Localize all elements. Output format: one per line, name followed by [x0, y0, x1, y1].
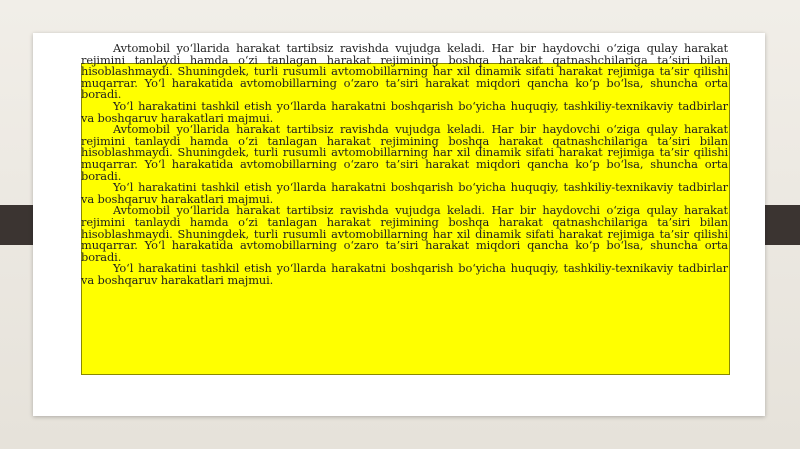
paragraph-1: Avtomobil yo‘llarida harakat tartibsiz ravishda vujudga keladi. Har bir haydovchi o‘ziga qulay harakat rejimini tanlaydi hamda o‘zi tanlagan harakat rejimining boshqa harakat qatnashchilariga ta’siri bilan hisoblashmaydi. Shuningdek, turli rusumli avtomobillarning har xil dinamik sifati harakat rejimiga ta’sir qilishi muqarrar. Yo‘l harakatida avtomobillarning o‘zaro ta’siri harakat miqdori qancha ko‘p bo‘lsa, shuncha orta boradi.	[81, 41, 728, 102]
paragraph-3: Avtomobil yo‘llarida harakat tartibsiz ravishda vujudga keladi. Har bir haydovchi o‘ziga qulay harakat rejimini tanlaydi hamda o‘zi tanlagan harakat rejimining boshqa harakat qatnashchilariga ta’siri bilan hisoblashmaydi. Shuningdek, turli rusumli avtomobillarning har xil dinamik sifati harakat rejimiga ta’sir qilishi muqarrar. Yo‘l harakatida avtomobillarning o‘zaro ta’siri harakat miqdori qancha ko‘p bo‘lsa, shuncha orta boradi.	[81, 122, 728, 183]
paragraph-4: Yo‘l harakatini tashkil etish yo‘llarda harakatni boshqarish bo‘yicha huquqiy, tashkiliy-texnikaviy tadbirlar va boshqaruv harakatlari majmui.	[81, 180, 728, 206]
text-block	[81, 43, 728, 286]
paragraph-5: Avtomobil yo‘llarida harakat tartibsiz ravishda vujudga keladi. Har bir haydovchi o‘ziga qulay harakat rejimini tanlaydi hamda o‘zi tanlagan harakat rejimining boshqa harakat qatnashchilariga ta’siri bilan hisoblashmaydi. Shuningdek, turli rusumli avtomobillarning har xil dinamik sifati harakat rejimiga ta’sir qilishi muqarrar. Yo‘l harakatida avtomobillarning o‘zaro ta’siri harakat miqdori qancha ko‘p bo‘lsa, shuncha orta boradi.	[81, 203, 728, 264]
paragraph-2: Yo‘l harakatini tashkil etish yo‘llarda harakatni boshqarish bo‘yicha huquqiy, tashkiliy-texnikaviy tadbirlar va boshqaruv harakatlari majmui.	[81, 98, 728, 125]
paragraph-6: Yo‘l harakatini tashkil etish yo‘llarda harakatni boshqarish bo‘yicha huquqiy, tashkiliy-texnikaviy tadbirlar va boshqaruv harakatlari majmui.	[81, 261, 728, 287]
